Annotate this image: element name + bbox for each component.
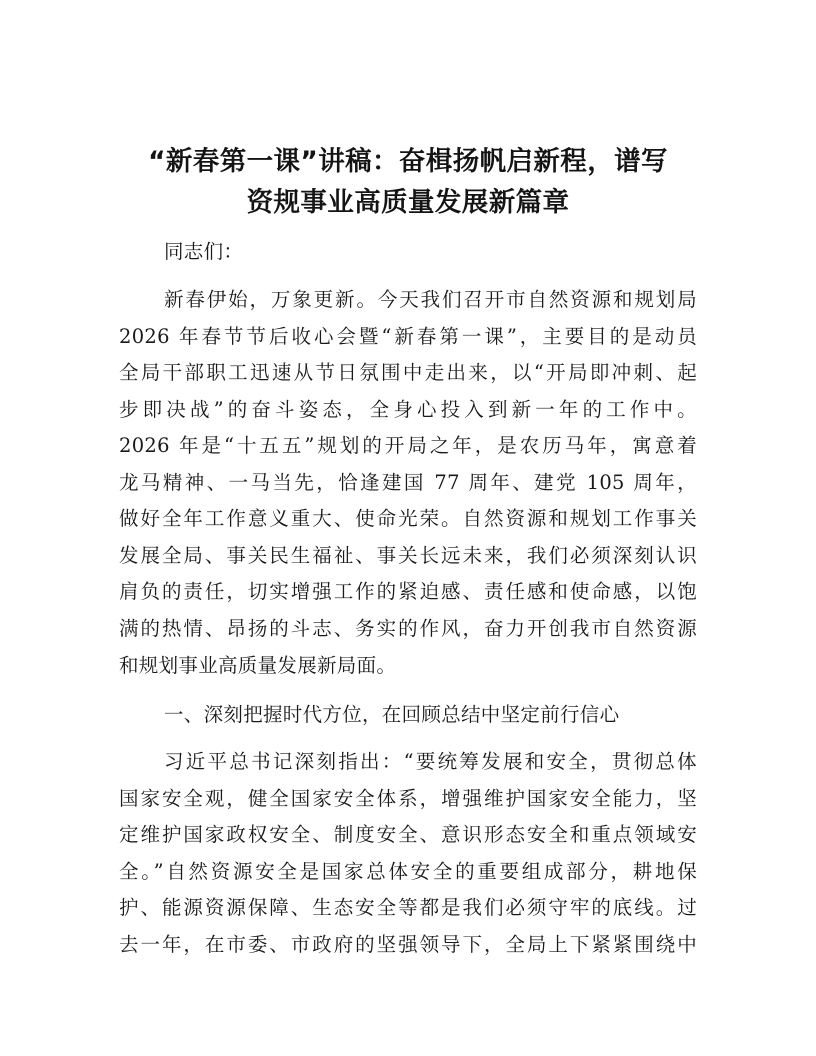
paragraph-line: 习近平总书记深刻指出：“要统筹发展和安全，贯彻总体: [164, 750, 697, 773]
paragraph-line: 步即决战”的奋斗姿态，全身心投入到新一年的工作中。: [119, 398, 697, 421]
paragraph-line: 龙马精神、一马当先，恰逢建国 77 周年、建党 105 周年，: [119, 471, 697, 494]
paragraph-line: 2026 年是“十五五”规划的开局之年，是农历马年，寓意着: [119, 434, 697, 457]
paragraph-line: 国家安全观，健全国家安全体系，增强维护国家安全能力，坚: [119, 787, 697, 810]
paragraph-line: 2026 年春节节后收心会暨“新春第一课”，主要目的是动员: [119, 325, 697, 348]
paragraph-line: 和规划事业高质量发展新局面。: [119, 654, 397, 677]
section-heading: 一、深刻把握时代方位，在回顾总结中坚定前行信心: [164, 703, 620, 726]
document-title-line-1: “新春第一课”讲稿：奋楫扬帆启新程，谱写: [148, 146, 668, 177]
paragraph-line: 去一年，在市委、市政府的坚强领导下，全局上下紧紧围绕中: [119, 933, 697, 956]
document-title-line-2: 资规事业高质量发展新篇章: [246, 187, 570, 218]
paragraph-line: 新春伊始，万象更新。今天我们召开市自然资源和规划局: [164, 288, 697, 311]
paragraph-line: 肩负的责任，切实增强工作的紧迫感、责任感和使命感，以饱: [119, 580, 697, 603]
paragraph-line: 护、能源资源保障、生态安全等都是我们必须守牢的底线。过: [119, 896, 697, 919]
paragraph-line: 做好全年工作意义重大、使命光荣。自然资源和规划工作事关: [119, 507, 697, 530]
paragraph-line: 定维护国家政权安全、制度安全、意识形态安全和重点领域安: [119, 823, 697, 846]
paragraph-line: 全局干部职工迅速从节日氛围中走出来，以“开局即冲刺、起: [119, 361, 697, 384]
paragraph-line: 发展全局、事关民生福祉、事关长远未来，我们必须深刻认识: [119, 544, 697, 567]
paragraph-line: 全。”自然资源安全是国家总体安全的重要组成部分，耕地保: [119, 860, 697, 883]
salutation: 同志们：: [164, 240, 244, 263]
paragraph-line: 满的热情、昂扬的斗志、务实的作风，奋力开创我市自然资源: [119, 617, 697, 640]
